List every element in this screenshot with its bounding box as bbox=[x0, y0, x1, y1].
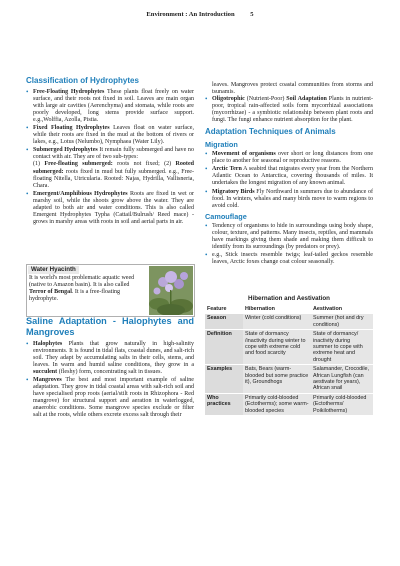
body-text: (1) bbox=[33, 161, 45, 168]
table-cell: Summer (hot and dry conditions) bbox=[311, 314, 373, 330]
list-item: • Tendency of organisms to hide in surroundings using body shape, colour, texture, and patterns. Many insects, reptiles, and mammals have markings giving them shade and making them difficult to identify from its surroundings (by predators or prey). bbox=[205, 223, 373, 251]
header-title: Environment : An Introduction bbox=[146, 11, 235, 18]
body-text: Fly Northward in summers due to abundance of food. In winters, whales and many birds move to warm regions to avoid cold. bbox=[212, 188, 373, 209]
animals-heading: Adaptation Techniques of Animals bbox=[205, 127, 336, 137]
list-item bbox=[205, 96, 373, 124]
list-item bbox=[26, 191, 194, 226]
list-item bbox=[205, 151, 373, 165]
oligotrophic-list bbox=[205, 96, 373, 124]
table-cell: Primarily cold-blooded (Ectotherms); some warm-blooded species bbox=[243, 393, 311, 415]
list-item bbox=[26, 147, 194, 189]
term: Mangroves bbox=[33, 377, 62, 384]
list-item bbox=[26, 341, 194, 376]
body-text: It is world's most problematic aquatic weed (native to Amazon basin). It is also called bbox=[29, 275, 135, 289]
body-text: A seabird that migrates every year from the Northern Atlantic Ocean to Antarctica, covering thousands of miles. It undertakes the longest migration of any known animal. bbox=[212, 166, 373, 187]
table-title: Hibernation and Aestivation bbox=[248, 295, 330, 302]
term: Fixed Floating Hydrophytes bbox=[33, 125, 110, 132]
term: Soil Adaptation bbox=[286, 96, 327, 103]
term: Emergent/Amphibious Hydrophytes bbox=[33, 190, 128, 197]
continued-text: leaves. Mangroves protect coastal communities from storms and tsunamis. bbox=[212, 82, 373, 96]
box-title: Water Hyacinth bbox=[28, 266, 79, 274]
right-column bbox=[205, 82, 373, 267]
table-row bbox=[205, 330, 373, 365]
table-cell: Salamander, Crocodile, African Lungfish (can aestivate for years), African snail bbox=[311, 365, 373, 394]
left-column bbox=[26, 76, 194, 227]
table-cell: Bats, Bears (warm-blooded but some practice it), Groundhogs bbox=[243, 365, 311, 394]
list-item bbox=[205, 166, 373, 187]
term: Free-Floating Hydrophytes bbox=[33, 89, 105, 95]
term: Free-floating submerged: bbox=[44, 161, 113, 168]
table-row bbox=[205, 393, 373, 415]
term: Submerged Hydrophytes bbox=[33, 147, 98, 154]
table-cell: Examples bbox=[205, 365, 243, 394]
water-hyacinth-box bbox=[26, 264, 195, 317]
body-text: Roots are fixed in wet or marshy soil, while the shoots grow above the water. They are adapted to both air and water conditions. This is also called Emergent Hydrophytes Typha (Cattail/Bulrush/ Reed mace) - grows in marshy areas with roots in soil and aerial parts in air. bbox=[33, 190, 195, 225]
body-text: (fleshy) form, concentrating salt in tissues. bbox=[57, 369, 162, 376]
migration-heading: Migration bbox=[205, 140, 238, 150]
body-text: The best and most important example of saline adaptation. They grow in tidal coastal areas with salt-rich soil and have specialised prop roots (aerial/stilt roots in Rhizophora - Red mangrove) for structural support and aeration in waterlogged, anaerobic conditions. Some mangrove species exclude or filter salt at the roots, while others excrete excess salt through their bbox=[33, 377, 194, 419]
list-item bbox=[205, 189, 373, 210]
camouflage-heading: Camouflage bbox=[205, 211, 247, 221]
page-number: 5 bbox=[250, 11, 254, 18]
table-cell: State of dormancy/ inactivity during summer to cope with extreme heat and drought bbox=[311, 330, 373, 365]
table-row bbox=[205, 365, 373, 394]
list-item bbox=[26, 377, 194, 419]
body-text: (Nutrient-Poor) bbox=[244, 96, 287, 103]
saline-heading: Saline Adaptation - Halophytes and Mangroves bbox=[26, 316, 194, 337]
body-text: Plants in nutrient-poor, tropical rain-affected soils form mycorrhizal associations (mycorrhizae) - a symbiotic relationship between plant roots and fungi. The fungi enhance nutrient absorption for the plant. bbox=[212, 96, 373, 124]
box-text bbox=[29, 275, 145, 303]
table-cell: Season bbox=[205, 314, 243, 330]
water-hyacinth-photo bbox=[149, 266, 193, 315]
body-text: roots not fixed; (2) bbox=[112, 161, 176, 168]
list-item bbox=[26, 89, 194, 124]
term: Halophytes bbox=[33, 341, 63, 347]
table-header: Hibernation bbox=[243, 305, 311, 314]
list-item bbox=[26, 125, 194, 146]
table-cell: Primarily cold-blooded (Ectotherms/ Poikilotherms) bbox=[311, 393, 373, 415]
hydrophytes-list bbox=[26, 89, 194, 226]
saline-section bbox=[26, 316, 194, 421]
body-text: roots fixed in mud but fully submerged. e.g., Free-floating Nitella, Utricularia. Rooted: Najas, Hydrilla, Vallisneria, Chara. bbox=[33, 168, 194, 189]
hibernation-table bbox=[205, 305, 373, 415]
term: Rooted submerged: bbox=[33, 161, 194, 175]
body-text: . It is a free-floating hydrophyte. bbox=[29, 289, 121, 303]
table-header: Aestivation bbox=[311, 305, 373, 314]
list-item: • e.g., Stick insects resemble twigs; leaf-tailed geckos resemble leaves, Arctic foxes change coat colour seasonally. bbox=[205, 252, 373, 266]
table-cell: State of dormancy /inactivity during winter to cope with extreme cold and food scarcity bbox=[243, 330, 311, 365]
camouflage-list bbox=[205, 223, 373, 266]
table-row bbox=[205, 314, 373, 330]
body-text: Leaves float on water surface, while their roots are fixed in the mud at the bottom of rivers or lakes, e.g., Lotus (Nelumbo), Nymphaea (Water Lily). bbox=[33, 125, 194, 146]
body-text: over short or long distances from one place to another for seasonal or reproductive reasons. bbox=[212, 151, 374, 165]
term: Movement of organisms bbox=[212, 151, 276, 158]
body-text: Plants that grow naturally in high-salinity environments. It is found in tidal flats, coastal dunes, and salt-rich soil. They adapt by accumulating salts in their cells, stems, and leaves. In warm and humid saline conditions, they grow in a bbox=[33, 341, 194, 369]
table-cell: Definition bbox=[205, 330, 243, 365]
table-header: Feature bbox=[205, 305, 243, 314]
hyacinth-image bbox=[149, 266, 193, 315]
table-cell: Who practices bbox=[205, 393, 243, 415]
page-header bbox=[0, 11, 400, 18]
hydrophytes-heading: Classification of Hydrophytes bbox=[26, 76, 139, 85]
term: Arctic Tern bbox=[212, 166, 242, 173]
table-cell: Winter (cold conditions) bbox=[243, 314, 311, 330]
body-text: It remain fully submerged and have no contact with air. They are of two sub-types: bbox=[33, 147, 194, 161]
saline-list bbox=[26, 341, 194, 420]
term: succulent bbox=[33, 369, 58, 376]
term: Migratory Birds bbox=[212, 188, 255, 195]
migration-list bbox=[205, 151, 373, 209]
body-text: These plants float freely on water surface, and their roots not fixed in soil. Leaves are main organ with large air cavities (Aerenchyma) and stomata, while roots are poorly developed, long stems provide surface support. e.g.,Wolffia, Azolla, Pistia. bbox=[33, 89, 194, 124]
term: Oligotrophic bbox=[212, 96, 245, 103]
table-header-row bbox=[205, 305, 373, 314]
term: Terror of Bengal bbox=[29, 289, 72, 296]
